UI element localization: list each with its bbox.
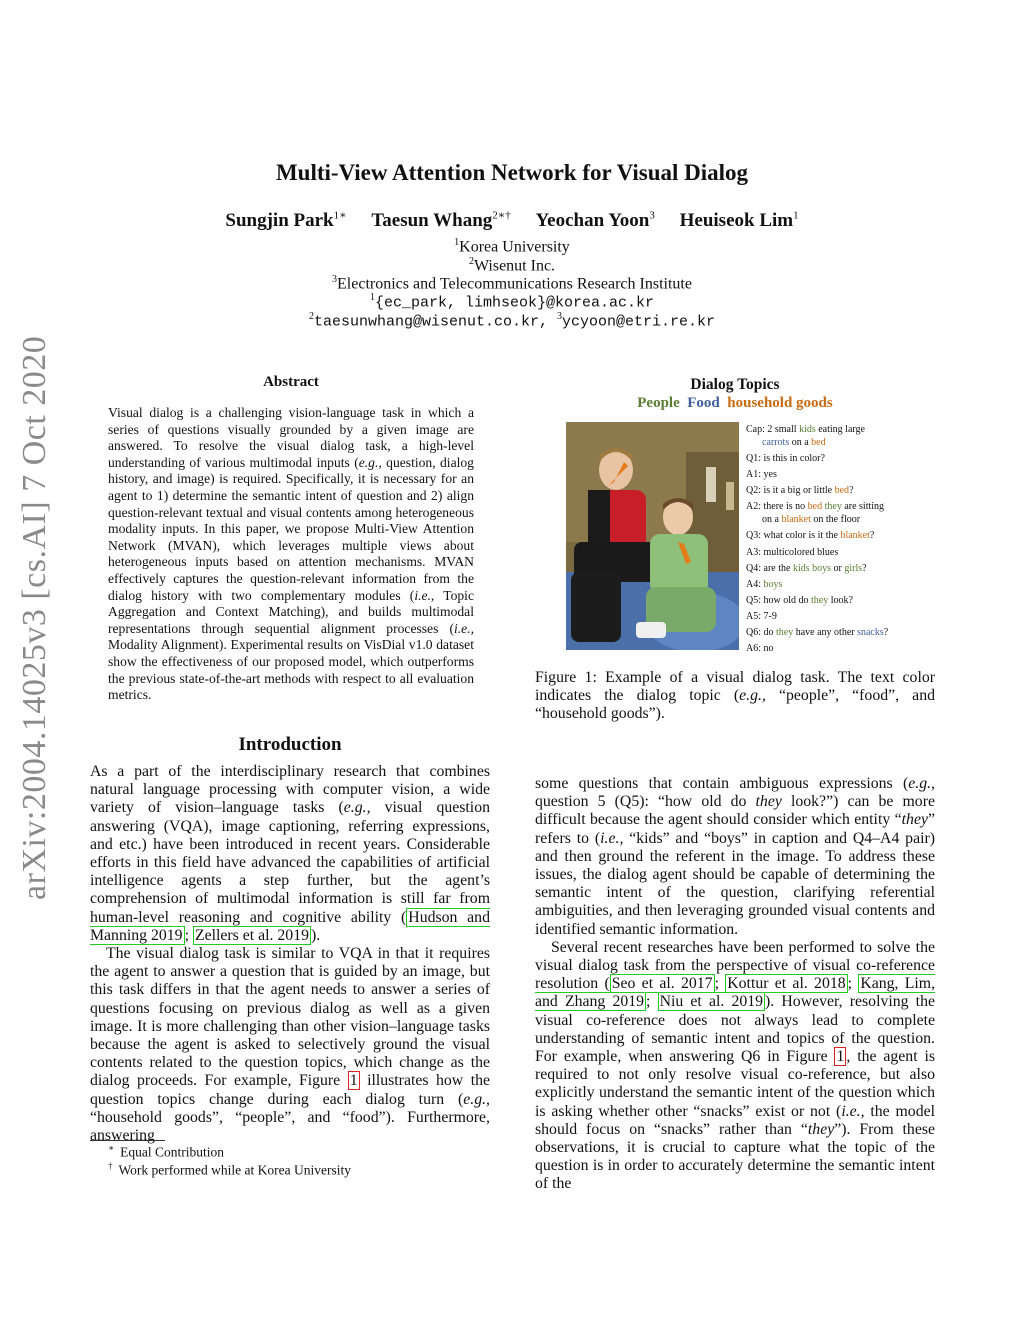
right-column-body [535, 775, 935, 1194]
citation-link[interactable]: Niu et al. 2019 [659, 993, 764, 1011]
dialog-line: Q3: what color is it the blanket? [746, 530, 875, 542]
figure-photo [566, 422, 739, 650]
dialog-line: Cap: 2 small kids eating large [746, 424, 865, 435]
legend-food: Food [687, 395, 720, 411]
abstract-heading: Abstract [263, 374, 319, 390]
dialog-line: on a blanket on the floor [762, 514, 861, 526]
dialog-line: A3: multicolored blues [746, 546, 839, 558]
citation-link[interactable]: Zellers et al. 2019 [194, 926, 309, 944]
paragraph: Several recent researches have been performed to solve the visual dialog task from the perspective of visual co-reference resolution ( Seo et al. 2017 ; Kottur et al. 2018 ; Kang, Lim, and Zhang 2019 ; Niu et al. 2019 ). However, resolving the visual co-reference does not always lead to complete understanding of semantic intent and topics of the question. For example, when answering Q6 in Figure 1 , the agent is required to not only resolve visual co-reference, but also explicitly understand the semantic intent of the question which is asking whether other “snacks” exist or not (i.e., the model should focus on “snacks” rather than “they”). From these observations, it is crucial to capture what the topic of the question is in order to accurately determine the semantic intent of the [535, 938, 936, 1193]
dialog-line: A4: boys [746, 578, 783, 590]
dialog-line: Q5: how old do they look? [746, 594, 853, 606]
email-line: $^1${ec_park, limhseok}@korea.ac.kr [369, 292, 655, 312]
dialog-line: A5: 7-9 [746, 610, 777, 622]
dialog-line: Q6: do they have any other snacks? [746, 627, 889, 639]
dialog-line: A1: yes [746, 469, 777, 481]
citation-link[interactable]: Kang, Lim, and Zhang 2019 [535, 975, 936, 1011]
dialog-line: Q4: are the kids boys or girls? [746, 562, 867, 574]
footnote-rule [90, 1140, 165, 1141]
figure-title: Dialog Topics [690, 376, 780, 393]
paragraph: As a part of the interdisciplinary research that combines natural language processing with computer vision, a wide variety of vision–language tasks (e.g., visual question answering (VQA), image captioning, referring expressions, and etc.) have been introduced in recent years. Considerable efforts in this field have advanced the capabilities of artificial intelligence agents a step further, but the agent’s comprehension of multimodal information is still far from human-level reasoning and cognitive ability ( Hudson and Manning 2019 ; Zellers et al. 2019 ). [90, 763, 490, 944]
affiliation: $^1$Korea University [454, 237, 570, 256]
dialog-line: A6: no [746, 643, 774, 655]
dialog-transcript [746, 422, 936, 657]
affiliation: $^2$Wisenut Inc. [468, 256, 556, 275]
footnote: † Work performed while at Korea University [108, 1161, 351, 1178]
topic-legend [535, 395, 935, 412]
citation-link[interactable]: Seo et al. 2017 [611, 975, 713, 993]
footnote: ∗ Equal Contribution [108, 1143, 224, 1160]
dialog-line: Q1: is this in color? [746, 453, 825, 465]
author: Taesun Whang$^{2∗\dagger}$ [371, 210, 511, 232]
abstract-text: Visual dialog is a challenging vision-language task in which a series of questions visually grounded by a given image are answered. To resolve the visual dialog task, a high-level understanding of various multimodal inputs (e.g., question, dialog history, and image) is required. Specifically, it is necessary for an agent to 1) determine the semantic intent of question and 2) align question-relevant textual and visual contents among heterogeneous modality inputs. In this paper, we propose Multi-View Attention Network (MVAN), which leverages multiple views about heterogeneous inputs based on attention mechanisms. MVAN effectively captures the question-relevant information from the dialog history with two complementary modules (i.e., Topic Aggregation and Context Matching), and builds multimodal representations through sequential alignment processes (i.e., Modality Alignment). Experimental results on VisDial v1.0 dataset show the effectiveness of our proposed model, which outperforms the previous state-of-the-art methods with respect to all evaluation metrics. [108, 405, 474, 703]
email-line: $^2$taesunwhang@wisenut.co.kr, $^3$ycyoon@etri.re.kr [308, 311, 716, 331]
author: Yeochan Yoon$^3$ [535, 210, 655, 232]
figure-link[interactable]: 1 [349, 1072, 358, 1090]
author-list [0, 209, 1024, 232]
author: Heuiseok Lim$^1$ [679, 210, 799, 232]
arxiv-identifier: arXiv:2004.14025v3 [cs.AI] 7 Oct 2020 [16, 335, 53, 900]
introduction-heading: Introduction [238, 734, 342, 755]
legend-household: household goods [727, 395, 833, 411]
figure-caption: Figure 1: Example of a visual dialog task. The text color indicates the dialog topic (e.g., “people”, “food”, and “household goods”). [535, 669, 935, 723]
paragraph: some questions that contain ambiguous expressions (e.g., question 5 (Q5): “how old do they look?”) can be more difficult because the agent should consider which entity “they” refers to (i.e., “kids” and “boys” in caption and Q4–A4 pair) and then ground the referent in the image. To address these issues, the dialog agent should be capable of determining the semantic intent of the question, clarifying referential ambiguities, and then leveraging grounded visual contents and identified semantic information. [535, 775, 936, 938]
paragraph: The visual dialog task is similar to VQA in that it requires the agent to answer a question that is guided by an image, but this task differs in that the agent needs to answer a series of questions focusing on previous dialog as well as a given image. It is more challenging than other vision–language tasks because the agent is asked to selectively ground the visual contents related to the question topics, which change as the dialog proceeds. For example, Figure 1 illustrates how the question topics change during each dialog turn (e.g., “household goods”, “people”, and “food”). Furthermore, answering [90, 945, 490, 1145]
introduction-body [90, 763, 490, 1145]
dialog-line: carrots on a bed [762, 437, 826, 449]
legend-people: People [637, 395, 680, 411]
dialog-line: Q2: is it a big or little bed? [746, 485, 854, 497]
affiliation: $^3$Electronics and Telecommunications Research Institute [332, 274, 692, 293]
citation-link[interactable]: Kottur et al. 2018 [727, 975, 846, 993]
author: Sungjin Park$^{1∗}$ [225, 210, 347, 232]
paper-title: Multi-View Attention Network for Visual Dialog [275, 160, 749, 185]
figure-link[interactable]: 1 [836, 1048, 845, 1066]
dialog-line: A2: there is no bed they are sitting [746, 501, 885, 513]
citation-link[interactable]: Hudson and Manning 2019 [90, 908, 490, 944]
